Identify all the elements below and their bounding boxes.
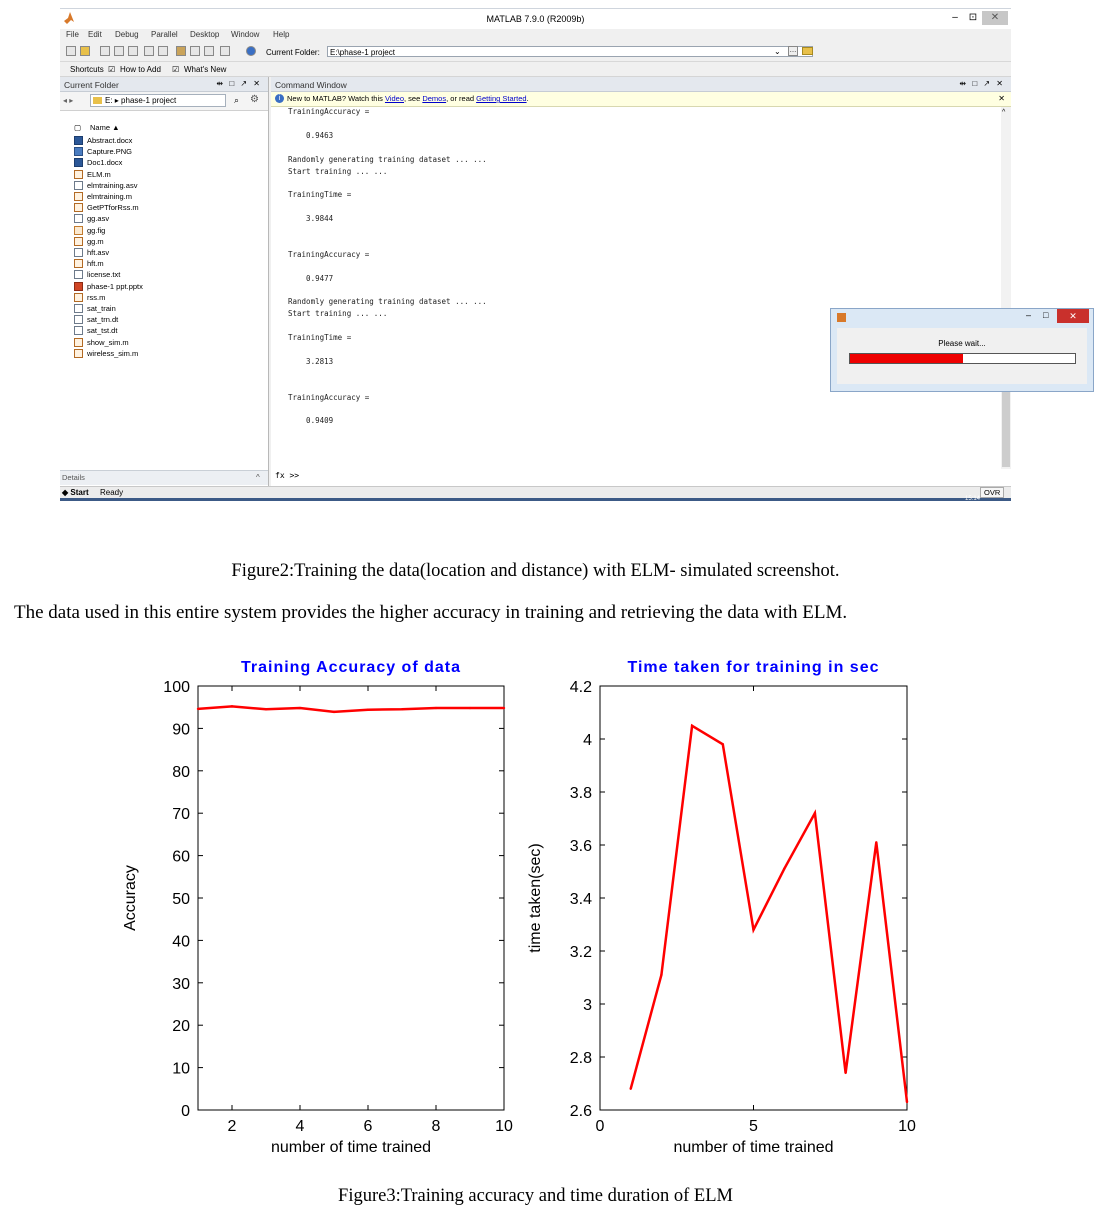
y-tick-label: 3.6 (569, 838, 592, 855)
x-tick-label: 0 (595, 1118, 605, 1135)
ovr-indicator: OVR (980, 487, 1004, 498)
y-tick-label: 3 (583, 997, 592, 1014)
whats-new-link[interactable]: What's New (184, 65, 227, 74)
data-point (367, 709, 369, 711)
y-tick-label: 90 (172, 721, 190, 739)
dialog-close-button[interactable]: ✕ (1057, 309, 1089, 323)
guide-icon[interactable] (190, 46, 200, 56)
menu-parallel[interactable]: Parallel (151, 30, 178, 39)
plain-file-icon (74, 304, 83, 313)
plot-area (198, 686, 504, 1110)
current-folder-title: Current Folder (64, 80, 119, 90)
progress-bar (849, 353, 1076, 364)
data-point (814, 812, 816, 814)
back-forward-icon[interactable]: ◂ ▸ (63, 96, 74, 105)
x-tick-label: 5 (749, 1118, 758, 1135)
close-button[interactable]: ✕ (982, 11, 1008, 25)
y-axis-label: time taken(sec) (527, 843, 544, 953)
command-output-line: 3.2813 (288, 356, 334, 366)
paste-icon[interactable] (128, 46, 138, 56)
y-tick-label: 20 (172, 1018, 190, 1036)
figure2-caption: Figure2:Training the data(location and distance) with ELM- simulated screenshot. (231, 561, 840, 581)
copy-icon[interactable] (114, 46, 124, 56)
gear-icon[interactable]: ⚙ (250, 94, 259, 105)
command-output-line: Randomly generating training dataset ... ... (288, 297, 487, 307)
file-list-item[interactable] (74, 258, 264, 269)
file-list-item[interactable] (74, 337, 264, 348)
dialog-minimize-button[interactable]: – (1026, 310, 1032, 320)
y-tick-label: 70 (172, 806, 190, 824)
file-name: Capture.PNG (87, 147, 133, 157)
file-name: gg.m (87, 236, 104, 246)
command-output-line: 0.9477 (288, 273, 334, 283)
y-tick-label: 60 (172, 848, 190, 866)
file-name: rss.m (87, 292, 106, 302)
file-name: show_sim.m (87, 337, 129, 347)
folder-breadcrumb[interactable] (90, 94, 226, 107)
status-ready: Ready (100, 488, 124, 497)
y-tick-label: 4.2 (569, 679, 592, 696)
current-folder-panel (60, 77, 269, 486)
plain-file-icon (74, 270, 83, 279)
undo-icon[interactable] (144, 46, 154, 56)
shortcuts-label[interactable]: Shortcuts (70, 65, 104, 74)
toolbar (60, 43, 1011, 62)
data-point (783, 868, 785, 870)
file-name: elmtraining.asv (87, 180, 138, 190)
menu-bar (60, 29, 1011, 41)
x-tick-label: 10 (898, 1118, 916, 1135)
file-list-item[interactable] (74, 247, 264, 258)
body-paragraph: The data used in this entire system provides the higher accuracy in training and retrieving the data with ELM. (14, 602, 848, 623)
command-output-line: TrainingAccuracy = (288, 392, 370, 402)
folder-icon (93, 97, 102, 104)
minimize-button[interactable]: – (952, 12, 958, 23)
command-window-header (271, 77, 1011, 92)
file-name: Abstract.docx (87, 136, 133, 145)
details-label: Details (62, 473, 85, 482)
file-name: sat_tst.dt (87, 326, 118, 336)
breadcrumb-drive: E: (105, 96, 113, 105)
file-name: phase-1 ppt.pptx (87, 281, 143, 291)
panel-controls[interactable]: ⇹ □ ↗ ✕ (959, 79, 1005, 88)
fig-file-icon (74, 226, 83, 235)
x-tick-label: 2 (227, 1118, 237, 1135)
series-line (631, 726, 907, 1102)
command-output-line: TrainingTime = (288, 333, 352, 343)
plain-file-icon (74, 181, 83, 190)
x-axis-label: number of time trained (270, 1139, 432, 1156)
command-output-line: Randomly generating training dataset ... ... (288, 154, 487, 164)
command-window-panel (271, 77, 1077, 486)
chevron-up-icon[interactable]: ^ (256, 473, 260, 482)
title-bar (60, 9, 1011, 29)
chart-title: Training Accuracy of data (240, 659, 462, 676)
training-time-chart (520, 650, 930, 1155)
data-point (906, 1101, 908, 1103)
command-output-line: 3.9844 (288, 214, 334, 224)
file-name: hft.m (87, 259, 104, 269)
data-point (660, 974, 662, 976)
x-tick-label: 6 (363, 1118, 373, 1135)
y-tick-label: 30 (172, 975, 190, 993)
help-icon[interactable] (246, 46, 256, 56)
current-folder-header (60, 77, 268, 92)
open-folder-icon[interactable] (80, 46, 90, 56)
plain-file-icon (74, 315, 83, 324)
panel-controls[interactable]: ⇹ □ ↗ ✕ (216, 79, 262, 88)
figure3-caption: Figure3:Training accuracy and time duration of ELM (338, 1186, 733, 1206)
mfile-file-icon (74, 192, 83, 201)
file-list-item[interactable] (74, 146, 264, 157)
menu-debug[interactable]: Debug (115, 30, 139, 39)
data-point (503, 707, 505, 709)
mfile-file-icon (74, 237, 83, 246)
current-folder-nav (60, 92, 268, 111)
x-axis-label: number of time trained (673, 1139, 834, 1156)
y-tick-label: 80 (172, 763, 190, 781)
file-list-item[interactable] (74, 269, 264, 280)
menu-help[interactable]: Help (273, 30, 290, 39)
x-tick-label: 4 (295, 1118, 305, 1135)
data-point (844, 1072, 846, 1074)
data-point (401, 708, 403, 710)
command-prompt[interactable]: fx >> (275, 471, 300, 480)
file-list-item[interactable] (74, 135, 264, 146)
file-list-item[interactable] (74, 180, 264, 191)
menu-desktop[interactable]: Desktop (190, 30, 220, 39)
command-output-line: 0.9409 (288, 416, 334, 426)
taskbar-clock: 15:14 (965, 496, 981, 502)
wait-dialog (830, 308, 1094, 392)
mfile-file-icon (74, 338, 83, 347)
wait-message: Please wait... (938, 339, 986, 348)
menu-window[interactable]: Window (231, 30, 260, 39)
info-icon: i (275, 94, 284, 103)
y-tick-label: 3.8 (569, 785, 592, 802)
y-tick-label: 50 (172, 891, 190, 908)
ppt-file-icon (74, 282, 83, 291)
file-list-item[interactable] (74, 213, 264, 224)
info-message: New to MATLAB? Watch this Video, see Demos, or read Getting Started. (287, 94, 529, 103)
mfile-file-icon (74, 259, 83, 268)
search-icon[interactable]: ⌕ (234, 95, 240, 105)
mfile-file-icon (74, 170, 83, 179)
file-list-item[interactable] (74, 169, 264, 180)
word-file-icon (74, 136, 83, 145)
data-point (435, 707, 437, 709)
video-link[interactable]: Video (384, 94, 404, 103)
plot-area (600, 686, 907, 1110)
data-point (333, 711, 335, 713)
close-banner-icon[interactable]: ✕ (998, 94, 1005, 103)
command-window-title: Command Window (275, 80, 347, 90)
demos-link[interactable]: Demos (422, 94, 447, 103)
browse-button[interactable]: … (789, 47, 797, 54)
workspace-icon[interactable] (220, 46, 230, 56)
command-output-line: TrainingAccuracy = (288, 107, 370, 116)
file-list-item[interactable] (74, 225, 264, 236)
x-tick-label: 8 (431, 1118, 441, 1135)
word-file-icon (74, 158, 83, 167)
mfile-file-icon (74, 293, 83, 302)
file-name: hft.asv (87, 248, 110, 257)
file-name: ELM.m (87, 169, 111, 179)
shortcut-icon: ☑ (172, 65, 180, 74)
redo-icon[interactable] (158, 46, 168, 56)
file-name: GetPTforRss.m (87, 203, 139, 213)
data-point (197, 708, 199, 710)
current-folder-label: Current Folder: (266, 48, 320, 57)
plain-file-icon (74, 326, 83, 335)
y-tick-label: 2.6 (569, 1103, 592, 1120)
shortcuts-bar (60, 63, 1011, 77)
data-point (231, 705, 233, 707)
data-point (752, 929, 754, 931)
maximize-button[interactable]: ⊡ (968, 12, 978, 23)
file-list-item[interactable] (74, 348, 264, 359)
file-list-item[interactable] (74, 303, 264, 314)
matlab-logo-icon (837, 313, 846, 322)
data-point (722, 743, 724, 745)
file-name: license.txt (87, 270, 121, 280)
command-output-line: Start training ... ... (288, 166, 388, 176)
current-folder-path-field[interactable]: E:\phase-1 project (327, 46, 813, 57)
command-output-line: TrainingTime = (288, 190, 352, 200)
file-name: Doc1.docx (87, 158, 123, 168)
file-list-item[interactable] (74, 202, 264, 213)
name-column-header[interactable]: Name ▲ (90, 123, 120, 132)
shortcut-icon: ☑ (108, 65, 116, 74)
y-tick-label: 2.8 (569, 1050, 592, 1067)
menu-file[interactable]: File (66, 30, 79, 39)
how-to-add-link[interactable]: How to Add (120, 65, 161, 74)
file-name: sat_train (87, 304, 116, 313)
command-output-line: 0.9463 (288, 130, 334, 140)
command-window-scrollbar[interactable] (1001, 107, 1011, 469)
details-bar[interactable] (60, 470, 268, 485)
plain-file-icon (74, 248, 83, 257)
y-tick-label: 40 (172, 933, 190, 951)
mfile-file-icon (74, 203, 83, 212)
file-list-item[interactable] (74, 191, 264, 202)
data-point (469, 707, 471, 709)
file-list-item[interactable] (74, 236, 264, 247)
y-tick-label: 0 (181, 1103, 190, 1120)
data-point (299, 707, 301, 709)
window-title: MATLAB 7.9.0 (R2009b) (486, 14, 585, 24)
chart-title: Time taken for training in sec (627, 659, 880, 676)
y-tick-label: 10 (172, 1060, 190, 1078)
file-column-header (60, 122, 268, 133)
mfile-file-icon (74, 349, 83, 358)
file-list-item[interactable] (74, 325, 264, 336)
data-point (691, 725, 693, 727)
cut-icon[interactable] (100, 46, 110, 56)
new-file-icon[interactable] (66, 46, 76, 56)
accuracy-chart (110, 650, 515, 1155)
simulink-icon[interactable] (176, 46, 186, 56)
y-axis-label: Accuracy (122, 865, 139, 931)
wait-dialog-body (837, 328, 1087, 384)
command-output-line: Start training ... ... (288, 309, 388, 319)
chevron-down-icon[interactable]: ⌄ (774, 47, 781, 56)
windows-taskbar (60, 498, 1011, 501)
file-list-item[interactable] (74, 157, 264, 168)
start-button[interactable]: ◆ Start (62, 488, 89, 497)
data-point (630, 1088, 632, 1090)
file-name: elmtraining.m (87, 192, 133, 201)
y-tick-label: 3.4 (569, 891, 592, 908)
menu-edit[interactable]: Edit (88, 30, 102, 39)
file-list-item[interactable] (74, 314, 264, 325)
y-tick-label: 3.2 (569, 944, 592, 961)
file-list-item[interactable] (74, 281, 264, 292)
file-name: sat_trn.dt (87, 315, 119, 325)
x-tick-label: 10 (495, 1118, 513, 1135)
plain-file-icon (74, 214, 83, 223)
command-output-line: TrainingAccuracy = (288, 249, 370, 259)
matlab-screenshot (60, 8, 1077, 502)
info-banner (271, 92, 1011, 107)
progress-bar-fill (850, 354, 963, 363)
blank-file-icon: ▢ (74, 123, 82, 132)
profiler-icon[interactable] (204, 46, 214, 56)
img-file-icon (74, 147, 83, 156)
file-name: gg.fig (87, 225, 106, 235)
data-point (265, 708, 267, 710)
data-point (875, 841, 877, 843)
up-folder-icon[interactable] (802, 47, 813, 55)
dialog-maximize-button[interactable]: □ (1043, 310, 1049, 320)
file-name: gg.asv (87, 214, 110, 224)
breadcrumb-folder: phase-1 project (121, 96, 177, 105)
series-line (198, 706, 504, 712)
breadcrumb-separator-icon: ▸ (114, 96, 122, 105)
y-tick-label: 100 (163, 679, 190, 696)
y-tick-label: 4 (583, 732, 592, 749)
scroll-up-icon[interactable]: ^ (1002, 109, 1006, 116)
file-name: wireless_sim.m (87, 348, 139, 358)
getting-started-link[interactable]: Getting Started (476, 94, 527, 103)
file-list-item[interactable] (74, 292, 264, 303)
